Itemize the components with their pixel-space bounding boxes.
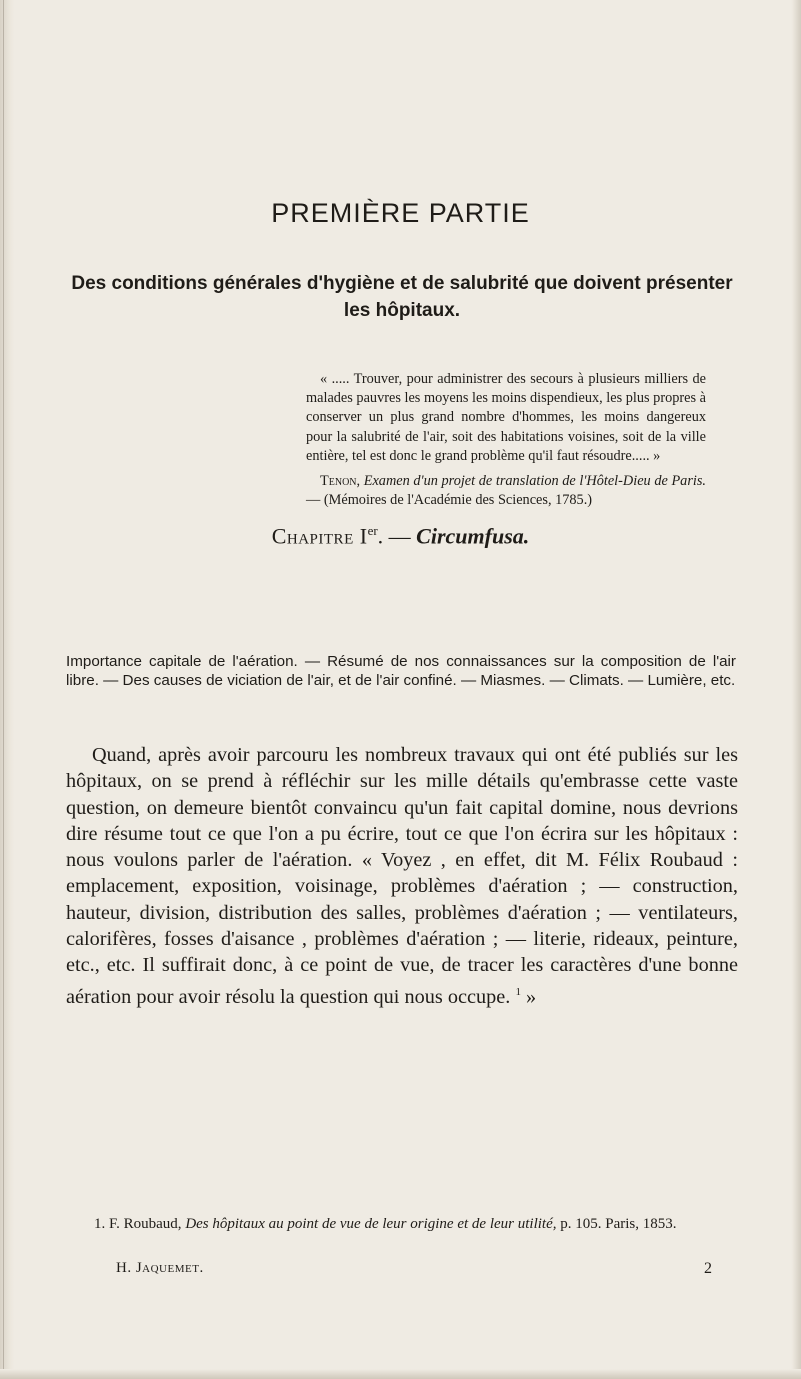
footnote	[66, 1215, 738, 1234]
section-title: Des conditions générales d'hygiène et de salubrité que doivent présenter les hôpitaux.	[71, 273, 733, 321]
chapter-label-sup: er	[367, 523, 378, 538]
chapter-dash: . —	[377, 523, 411, 549]
chapter-name: Circumfusa.	[416, 523, 530, 549]
chapter-summary: Importance capitale de l'aération. — Résumé de nos connaissances sur la composition de l'air libre. — Des causes de viciation de l'air, et de l'air confiné. — Miasmes. — Climats. — Lumière, etc.	[66, 653, 736, 689]
epigraph-source	[306, 472, 706, 510]
footnote-author: F. Roubaud,	[109, 1216, 182, 1232]
epigraph-author: Tenon,	[320, 473, 361, 490]
footnote-title: Des hôpitaux au point de vue de leur origine et de leur utilité,	[185, 1216, 557, 1232]
chapter-title	[0, 523, 801, 549]
footnote-ref[interactable]: 1	[515, 985, 521, 998]
epigraph-source-rest: — (Mémoires de l'Académie des Sciences, 1785.)	[306, 492, 593, 509]
closing-quote: »	[520, 985, 537, 1008]
part-title: PREMIÈRE PARTIE	[271, 198, 530, 228]
printer-signature: H. Jaquemet.	[116, 1260, 204, 1276]
body-paragraph	[66, 742, 738, 1010]
footnote-rest: p. 105. Paris, 1853.	[560, 1216, 677, 1232]
epigraph-quote: « ..... Trouver, pour administrer des secours à plusieurs milliers de malades pauvres les moyens les moins dispendieux, les plus propres à conserver un plus grand nombre d'hommes, les moins dangereux pour la salubrité de l'air, soit des habitations voisines, soit de la ville entière, tel est donc le grand problème qu'il faut résoudre..... »	[306, 371, 706, 464]
epigraph	[306, 370, 706, 510]
footnote-number: 1.	[94, 1216, 106, 1232]
body-text: Quand, après avoir parcouru les nombreux travaux qui ont été publiés sur les hôpitaux, on se prend à réfléchir sur les mille détails qu'embrasse cette vaste question, on demeure bientôt convaincu qu'un fait capital domine, nous devrions dire résume tout ce que l'on a pu écrire, tout ce que l'on écrira sur les hôpitaux : nous voulons parler de l'aération. « Voyez , en effet, dit M. Félix Roubaud : emplacement, exposition, voisinage, problèmes d'aération ; — construction, hauteur, division, distribution des salles, problèmes d'aération ; — ventilateurs, calorifères, fosses d'aisance , problèmes d'aération ; — literie, rideaux, peinture, etc., etc. Il suffirait donc, à ce point de vue, de tracer les caractères d'une bonne aération pour avoir résolu la question qui nous occupe.	[66, 744, 738, 1008]
sheet-number: 2	[704, 1260, 712, 1277]
epigraph-work: Examen d'un projet de translation de l'Hôtel-Dieu de Paris.	[363, 473, 706, 490]
chapter-label: Chapitre I	[271, 523, 368, 549]
